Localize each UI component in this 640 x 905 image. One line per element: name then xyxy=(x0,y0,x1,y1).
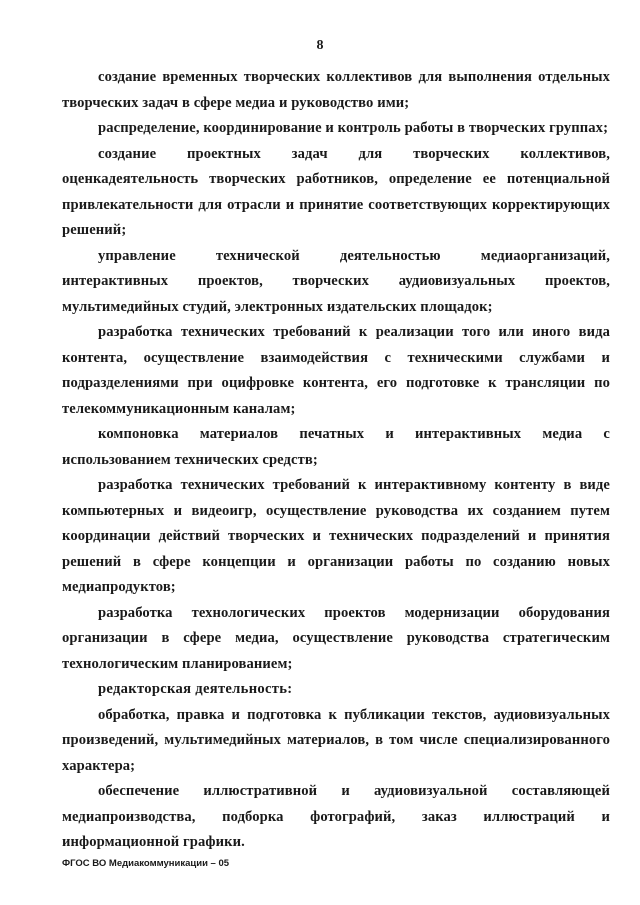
footer-label: ФГОС ВО Медиакоммуникации – 05 xyxy=(62,858,230,869)
paragraph: создание проектных задач для творческих коллективов, оценкадеятельность творческих работников, определение ее потенциальной привлекательности для отрасли и принятие соответствующих корректирующих решений; xyxy=(62,145,610,238)
paragraph: разработка технических требований к реализации того или иного вида контента, осуществление взаимодействия с техническими службами и подразделениями при оцифровке контента, его подготовке к трансляции по телекоммуникационным каналам; xyxy=(62,324,610,417)
paragraph: компоновка материалов печатных и интерактивных медиа с использованием технических средств; xyxy=(62,426,610,468)
page-number: 8 xyxy=(316,38,324,53)
paragraph: создание временных творческих коллективов для выполнения отдельных творческих задач в сфере медиа и руководство ими; xyxy=(62,69,610,111)
document-body xyxy=(62,65,610,856)
paragraph: обработка, правка и подготовка к публикации текстов, аудиовизуальных произведений, мультимедийных материалов, в том числе специализированного характера; xyxy=(62,706,610,774)
paragraph: распределение, координирование и контроль работы в творческих группах; xyxy=(98,120,609,136)
paragraph: управление технической деятельностью медиаорганизаций, интерактивных проектов, творческих аудиовизуальных проектов, мультимедийных студий, электронных издательских площадок; xyxy=(62,247,610,315)
section-heading: редакторская деятельность: xyxy=(98,681,293,697)
paragraph: разработка технических требований к интерактивному контенту в виде компьютерных и видеоигр, осуществление руководства их созданием путем координации действий творческих и технических подразделений и принятия решений в сфере концепции и организации работы по созданию новых медиапродуктов; xyxy=(62,477,610,595)
paragraph: разработка технологических проектов модернизации оборудования организации в сфере медиа, осуществление руководства стратегическим технологическим планированием; xyxy=(62,604,610,672)
paragraph: обеспечение иллюстративной и аудиовизуальной составляющей медиапроизводства, подборка фотографий, заказ иллюстраций и информационной графики. xyxy=(62,783,610,850)
